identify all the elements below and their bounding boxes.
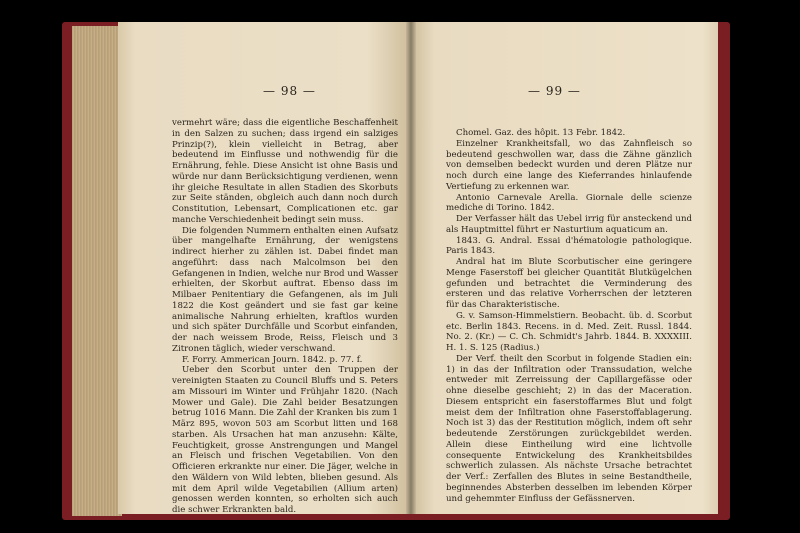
- citation: G. v. Samson-Himmelstiern. Beobacht. üb. d. Scorbut etc. Berlin 1843. Recens. in d. Med. Zeit. Russl. 1844. No. 2. (Kr.) — C. Ch. Schmidt's Jahrb. 1844. B. XXXXIII. H. 1. S. 125 (Radius.): [446, 310, 692, 353]
- citation: 1843. G. Andral. Essai d'hématologie pathologique. Paris 1843.: [446, 235, 692, 257]
- left-page-text: [172, 118, 398, 516]
- paragraph: vermehrt wäre; dass die eigentliche Beschaffenheit in den Salzen zu suchen; dass irgend ein salziges Prinzip(?), klein vielleicht in Betrag, aber bedeutend im Einflusse und nothwendig für die Ernährung, fehle. Diese Ansicht ist ohne Basis und würde nur dann Berücksichtigung verdienen, wenn ihr gleiche Resultate in allen Stadien des Skorbuts zur Seite ständen, obgleich auch dann noch durch Constitution, Lebensart, Complicationen etc. gar manche Verschiedenheit bedingt sein muss.: [172, 118, 398, 225]
- right-page: [410, 22, 718, 514]
- citation: Antonio Carnevale Arella. Giornale delle scienze mediche di Torino. 1842.: [446, 192, 692, 214]
- citation: F. Forry. Ammerican Journ. 1842. p. 77. f.: [182, 354, 363, 365]
- paragraph: Andral hat im Blute Scorbutischer eine geringere Menge Faserstoff bei gleicher Quantität Blutkügelchen gefunden und betrachtet die Verminderung des ersteren und das relative Vorherrschen der letzteren für das Charakteristische.: [446, 257, 692, 310]
- citation: Chomel. Gaz. des hôpit. 13 Febr. 1842.: [456, 128, 626, 138]
- paragraph: Der Verfasser hält das Uebel irrig für ansteckend und als Hauptmittel führt er Nasturtium aquaticum an.: [446, 214, 692, 235]
- right-page-text: [446, 128, 692, 504]
- right-page-number: — 99 —: [528, 84, 581, 98]
- left-page: [118, 22, 412, 514]
- page-edges: [72, 26, 122, 516]
- paragraph: Die folgenden Nummern enthalten einen Aufsatz über mangelhafte Ernährung, der wenigstens indirect hierher zu zählen ist. Dabei findet man angeführt: dass nach Malcolmson bei den Gefangenen in Indien, welche nur Brod und Wasser erhielten, der Skorbut auftrat. Ebenso dass im Milbaer Penitentiary die Gefangenen, als im Juli 1822 die Kost geändert und sie fast gar keine animalische Nahrung erhielten, kraftlos wurden und sich später Durchfälle und Scorbut einfanden, der nach weissem Brode, Reiss, Fleisch und 3 Zitronen täglich, wieder verschwand.: [172, 225, 398, 354]
- left-page-number: — 98 —: [263, 84, 316, 98]
- paragraph: Ueber den Scorbut unter den Truppen der vereinigten Staaten zu Council Bluffs und S. Peters am Missouri im Winter und Frühjahr 1820. (Nach Mower und Gale). Die Zahl beider Besatzungen betrug 1016 Mann. Die Zahl der Kranken bis zum 1 März 895, wovon 503 am Scorbut litten und 168 starben. Als Ursachen hat man anzusehn: Kälte, Feuchtigkeit, grosse Anstrengungen und Mangel an Fleisch und frischen Vegetabilien. Von den Officieren erkrankte nur einer. Die Jäger, welche in den Wäldern von Wild lebten, blieben gesund. Als mit dem April wilde Vegetabilien (Allium arten) genossen werden konnten, so erholten sich auch die schwer Erkrankten bald.: [172, 365, 398, 515]
- book-gutter: [406, 22, 416, 514]
- paragraph: Einzelner Krankheitsfall, wo das Zahnfleisch so bedeutend geschwollen war, dass die Zähne gänzlich von demselben bedeckt wurden und deren Plätze nur noch durch eine lange des Kieferrandes hinlaufende Vertiefung zu erkennen war.: [446, 138, 692, 192]
- paragraph: Der Verf. theilt den Scorbut in folgende Stadien ein: 1) in das der Infiltration oder Transsudation, welche entweder mit Zerreissung der Capillargefässe oder ohne dieselbe geschieht; 2) in das der Maceration. Diesem entspricht ein faserstoffarmes Blut und folgt meist dem der Infiltration ohne Faserstoffablagerung. Noch ist 3) das der Restitution möglich, indem oft sehr bedeutende Zerstörungen zurückgebildet werden. Allein diese Eintheilung wird eine lichtvolle consequente Entwickelung des Krankheitsbildes schwerlich zulassen. Als nächste Ursache betrachtet der Verf.: Zerfallen des Blutes in seine Bestandtheile, beginnendes Absterben desselben im lebenden Körper und gehemmter Einfluss der Gefässnerven.: [446, 353, 692, 504]
